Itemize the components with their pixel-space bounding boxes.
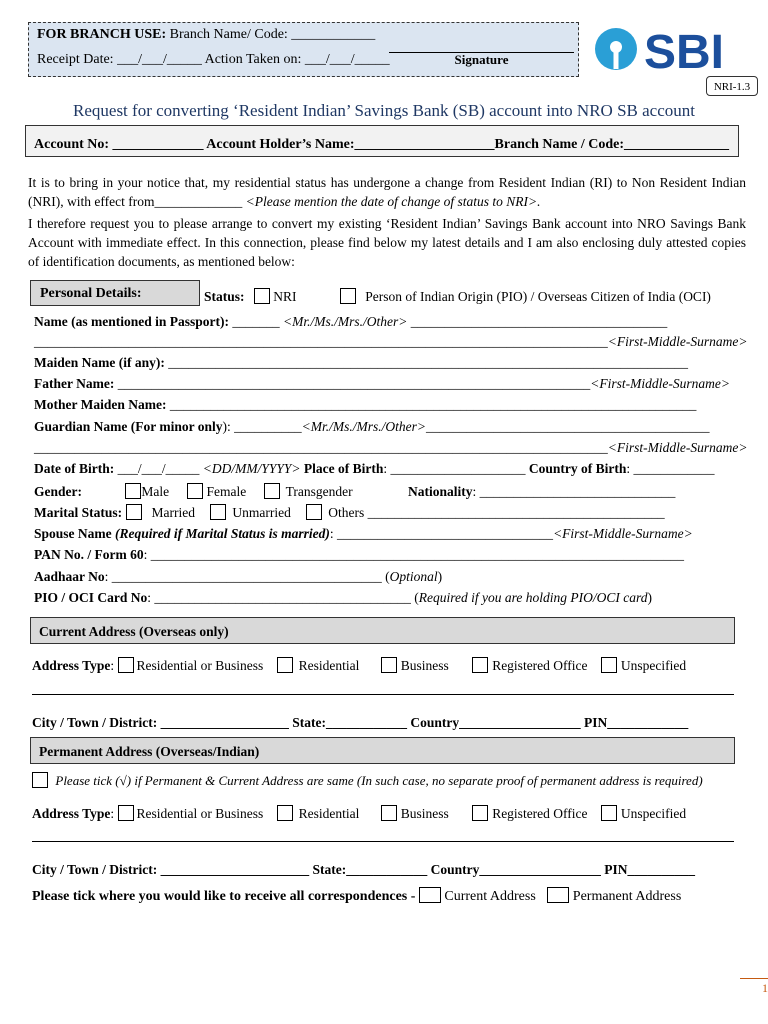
gender-male-label: Male (141, 484, 170, 499)
status-pio-label: Person of Indian Origin (PIO) / Overseas Citizen of India (OCI) (365, 289, 711, 304)
pan-row[interactable] (34, 547, 684, 563)
current-address-type-colon: : (110, 658, 115, 673)
status-row (204, 288, 711, 305)
permanent-address-line[interactable] (32, 841, 734, 842)
spouse-name-blank: : ________________________________ (329, 526, 554, 541)
spouse-name-label: Spouse Name (34, 526, 116, 541)
country-of-birth-blank: : ____________ (626, 461, 715, 476)
sbi-logo-text: SBI (644, 26, 725, 74)
intro-paragraph-1 (28, 173, 746, 211)
guardian-continuation-blank: _____________________________________________________________________________________ (34, 440, 608, 455)
current-registered-office-checkbox[interactable] (472, 657, 488, 673)
aadhaar-blank: : ________________________________________ ( (104, 569, 390, 584)
father-name-row[interactable] (34, 376, 730, 392)
permanent-address-type-colon: : (110, 806, 115, 821)
status-nri-checkbox[interactable] (254, 288, 270, 304)
permanent-unspecified-label: Unspecified (620, 806, 687, 821)
marital-unmarried-label: Unmarried (232, 505, 291, 520)
guardian-name-label: Guardian Name (For minor only (34, 419, 223, 434)
form-code-badge: NRI-1.3 (706, 76, 758, 96)
father-name-blank: ______________________________________________________________________ (114, 376, 591, 391)
page-number: 1 (740, 978, 768, 996)
gender-female-label: Female (206, 484, 247, 499)
aadhaar-label: Aadhaar No (34, 569, 105, 584)
guardian-salutation-hint: <Mr./Ms./Mrs./Other> (301, 419, 426, 434)
mother-name-blank: ______________________________________________________________________________ (166, 397, 697, 412)
marital-married-checkbox[interactable] (126, 504, 142, 520)
gender-row (34, 483, 675, 500)
account-details-box[interactable]: Account No: _____________ Account Holder’s Name:____________________Branch Name / Code:_______________ (25, 125, 739, 157)
permanent-registered-office-checkbox[interactable] (472, 805, 488, 821)
permanent-residential-label: Residential (298, 806, 360, 821)
correspondence-row (32, 887, 681, 905)
spouse-fms-hint: <First-Middle-Surname> (553, 526, 693, 541)
pio-card-blank: : ______________________________________ ( (147, 590, 419, 605)
guardian-fms-hint: <First-Middle-Surname> (607, 440, 748, 455)
maiden-name-blank: _____________________________________________________________________________ (164, 355, 688, 370)
gender-male-checkbox[interactable] (125, 483, 141, 499)
dob-blank: ___/___/_____ (114, 461, 203, 476)
permanent-business-checkbox[interactable] (381, 805, 397, 821)
branch-name-field[interactable]: Branch Name/ Code: ____________ (169, 27, 376, 42)
current-residential-or-business-checkbox[interactable] (118, 657, 134, 673)
guardian-salutation-blank: ): __________ (222, 419, 302, 434)
correspondence-permanent-label: Permanent Address (572, 889, 682, 904)
pan-blank: : _______________________________________________________________________________ (143, 547, 684, 562)
current-residential-checkbox[interactable] (277, 657, 293, 673)
spouse-name-hint: (Required if Marital Status is married) (115, 526, 330, 541)
sbi-logo-icon (592, 24, 752, 74)
marital-others-checkbox[interactable] (306, 504, 322, 520)
father-fms-hint: <First-Middle-Surname> (590, 376, 730, 391)
current-business-checkbox[interactable] (381, 657, 397, 673)
branch-row-2 (37, 52, 390, 68)
name-fms-hint: <First-Middle-Surname> (607, 334, 748, 349)
place-of-birth-blank: : ____________________ (383, 461, 529, 476)
name-salutation-blank: _______ (229, 314, 283, 329)
pio-card-row[interactable] (34, 590, 652, 606)
marital-others-label: Others ____________________________________________ (328, 505, 665, 520)
current-unspecified-label: Unspecified (620, 658, 687, 673)
permanent-address-type-label: Address Type (32, 806, 111, 821)
current-address-type-row (32, 657, 686, 674)
maiden-name-label: Maiden Name (if any): (34, 355, 165, 370)
correspondence-current-label: Current Address (444, 889, 536, 904)
same-address-note: Please tick (√) if Permanent & Current Address are same (In such case, no separate proof of permanent address is required) (55, 773, 703, 788)
permanent-city-row[interactable]: City / Town / District: ______________________ State:____________ Country__________________ PIN__________ (32, 862, 695, 877)
current-address-header: Current Address (Overseas only) (30, 617, 735, 644)
mother-name-row[interactable] (34, 397, 696, 413)
marital-status-label: Marital Status: (34, 505, 123, 520)
gender-transgender-label: Transgender (285, 484, 353, 499)
aadhaar-hint: Optional (389, 569, 438, 584)
page-title: Request for converting ‘Resident Indian’ Savings Bank (SB) account into NRO SB account (73, 101, 695, 120)
name-label: Name (as mentioned in Passport): (34, 314, 229, 329)
nationality-blank[interactable]: : _____________________________ (472, 484, 676, 499)
intro-text: It is to bring in your notice that, my residential status has undergone a change from Resident Indian (RI) to Non Resident Indian (NRI), with effect from_____________ (28, 175, 746, 209)
intro-paragraph-2: I therefore request you to please arrange to convert my existing ‘Resident Indian’ Savings Bank account into NRO Savings Bank Account with immediate effect. In this connection, please find below my latest details and I am also enclosing duly attested copies of identification documents, as mentioned below: (28, 216, 746, 269)
signature-label: Signature (454, 52, 509, 67)
current-business-label: Business (400, 658, 449, 673)
gender-female-checkbox[interactable] (187, 483, 203, 499)
current-residential-or-business-label: Residential or Business (136, 658, 264, 673)
same-address-checkbox[interactable] (32, 772, 48, 788)
correspondence-permanent-checkbox[interactable] (547, 887, 569, 903)
current-residential-label: Residential (298, 658, 360, 673)
permanent-residential-checkbox[interactable] (277, 805, 293, 821)
pio-card-close: ) (647, 590, 652, 605)
permanent-business-label: Business (400, 806, 449, 821)
current-address-line[interactable] (32, 694, 734, 695)
current-unspecified-checkbox[interactable] (601, 657, 617, 673)
maiden-name-row[interactable] (34, 355, 688, 371)
correspondence-current-checkbox[interactable] (419, 887, 441, 903)
pio-card-hint: Required if you are holding PIO/OCI card (418, 590, 648, 605)
receipt-date-field[interactable]: Receipt Date: ___/___/_____ (37, 52, 202, 67)
marital-married-label: Married (151, 505, 195, 520)
gender-label: Gender: (34, 484, 82, 499)
correspondence-label: Please tick where you would like to receive all correspondences - (32, 889, 416, 904)
branch-use-label: FOR BRANCH USE: (37, 27, 167, 42)
personal-details-header: Personal Details: (30, 280, 200, 306)
spouse-name-row[interactable] (34, 526, 693, 542)
permanent-registered-office-label: Registered Office (492, 806, 588, 821)
place-of-birth-label: Place of Birth (300, 461, 384, 476)
status-nri-label: NRI (273, 289, 297, 304)
name-row-2[interactable] (34, 334, 747, 350)
father-name-label: Father Name: (34, 376, 115, 391)
sbi-logo (592, 24, 752, 74)
dob-label: Date of Birth: (34, 461, 115, 476)
name-continuation-blank: _____________________________________________________________________________________ (34, 334, 608, 349)
mother-name-label: Mother Maiden Name: (34, 397, 167, 412)
guardian-name-row[interactable] (34, 419, 710, 435)
permanent-unspecified-checkbox[interactable] (601, 805, 617, 821)
nationality-label: Nationality (408, 484, 473, 499)
status-label: Status: (204, 289, 245, 304)
current-registered-office-label: Registered Office (492, 658, 588, 673)
branch-row-1 (37, 27, 375, 43)
permanent-residential-or-business-checkbox[interactable] (118, 805, 134, 821)
intro-hint: <Please mention the date of change of status to NRI>. (245, 194, 541, 209)
aadhaar-close: ) (437, 569, 443, 584)
name-salutation-hint: <Mr./Ms./Mrs./Other> (283, 314, 408, 329)
pan-label: PAN No. / Form 60 (34, 547, 144, 562)
permanent-address-type-row (32, 805, 686, 822)
name-row[interactable] (34, 314, 667, 330)
permanent-residential-or-business-label: Residential or Business (136, 806, 264, 821)
name-blank: ______________________________________ (407, 314, 668, 329)
same-address-row (32, 772, 703, 789)
marital-unmarried-checkbox[interactable] (210, 504, 226, 520)
pio-card-label: PIO / OCI Card No (34, 590, 148, 605)
dob-hint: <DD/MM/YYYY> (202, 461, 301, 476)
branch-use-box (28, 22, 579, 77)
guardian-name-row-2[interactable] (34, 440, 747, 456)
guardian-name-blank: __________________________________________ (426, 419, 710, 434)
current-address-type-label: Address Type (32, 658, 111, 673)
aadhaar-row[interactable] (34, 569, 442, 585)
birth-row[interactable] (34, 461, 715, 477)
action-taken-field[interactable]: Action Taken on: ___/___/_____ (204, 52, 390, 67)
country-of-birth-label: Country of Birth (528, 461, 627, 476)
permanent-address-header: Permanent Address (Overseas/Indian) (30, 737, 735, 764)
gender-transgender-checkbox[interactable] (264, 483, 280, 499)
status-pio-checkbox[interactable] (340, 288, 356, 304)
marital-status-row (34, 504, 665, 521)
current-city-row[interactable]: City / Town / District: ___________________ State:____________ Country__________________ PIN____________ (32, 715, 689, 730)
